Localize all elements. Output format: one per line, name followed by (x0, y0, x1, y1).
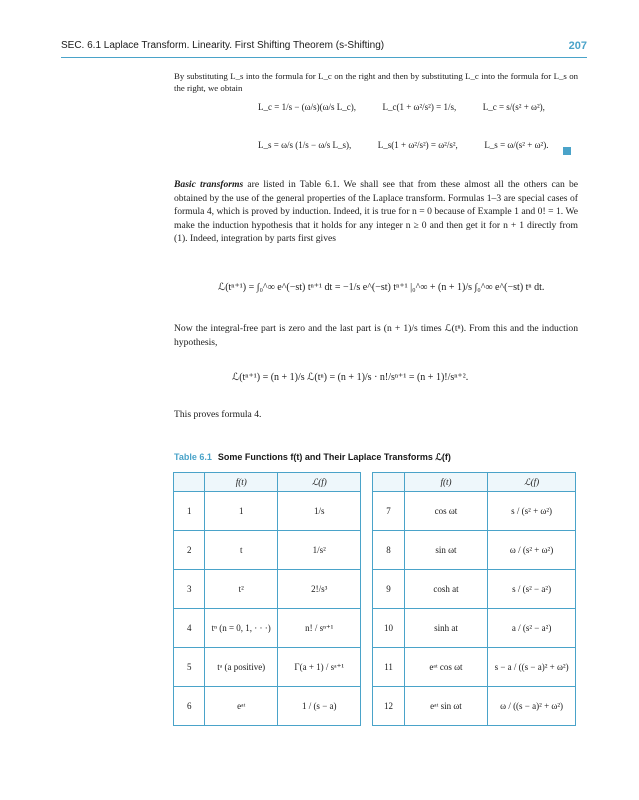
row-l-left: 1/s (278, 492, 361, 531)
row-gap (361, 570, 373, 609)
row-f-left: tᵃ (a positive) (205, 648, 278, 687)
row-gap (361, 492, 373, 531)
eq-lc-3: L_c = s/(s² + ω²), (482, 102, 545, 112)
basic-transforms-lead: Basic transforms (174, 179, 244, 190)
eq-lc-1: L_c = 1/s − (ω/s)(ω/s L_c), (258, 102, 356, 112)
row-l-right: a / (s² − a²) (488, 609, 576, 648)
table-caption (174, 452, 451, 463)
header-f-right: f(t) (404, 473, 487, 492)
row-l-right: s / (s² + ω²) (488, 492, 576, 531)
end-of-example-marker (563, 147, 571, 155)
row-f-right: eᵃᵗ cos ωt (404, 648, 487, 687)
row-l-left: 1 / (s − a) (278, 687, 361, 726)
row-l-right: s − a / ((s − a)² + ω²) (488, 648, 576, 687)
row-l-left: 2!/s³ (278, 570, 361, 609)
row-l-left: 1/s² (278, 531, 361, 570)
row-l-left: n! / sⁿ⁺¹ (278, 609, 361, 648)
table-row (174, 531, 576, 570)
row-num-right: 8 (373, 531, 404, 570)
equation-row-1 (258, 102, 545, 112)
row-gap (361, 531, 373, 570)
section-title: SEC. 6.1 Laplace Transform. Linearity. First Shifting Theorem (s-Shifting) (61, 40, 385, 51)
row-num-left: 5 (174, 648, 205, 687)
eq-ls-3: L_s = ω/(s² + ω²). (484, 140, 549, 150)
header-f-left: f(t) (205, 473, 278, 492)
row-f-left: eᵃᵗ (205, 687, 278, 726)
intro-paragraph: By substituting L_s into the formula for L_c on the right and then by substituting L_c into the formula for L_s on the right, we obtain (174, 71, 578, 93)
row-l-right: ω / ((s − a)² + ω²) (488, 687, 576, 726)
table-row (174, 609, 576, 648)
integral-free-paragraph: Now the integral-free part is zero and the last part is (n + 1)/s times ℒ(tⁿ). From this and the induction hypothesis, (174, 323, 578, 348)
row-num-right: 7 (373, 492, 404, 531)
equation-row-2 (258, 140, 548, 150)
row-l-right: ω / (s² + ω²) (488, 531, 576, 570)
row-num-right: 12 (373, 687, 404, 726)
table-row (174, 492, 576, 531)
eq-ls-2: L_s(1 + ω²/s²) = ω²/s², (377, 140, 458, 150)
header-gap (361, 473, 373, 492)
row-f-right: sin ωt (404, 531, 487, 570)
row-num-right: 10 (373, 609, 404, 648)
proves-line: This proves formula 4. (174, 409, 262, 420)
row-f-right: sinh at (404, 609, 487, 648)
row-f-left: t² (205, 570, 278, 609)
basic-transforms-text: are listed in Table 6.1. We shall see that from these almost all the others can be obtained by the use of the general properties of the Laplace transform. Formulas 1–3 are special cases of formula 4, which is proved by induction. Indeed, it is true for n = 0 because of Example 1 and 0! = 1. We make the induction hypothesis that it holds for any integer n ≥ 0 and then get it for n + 1 directly from (1). Indeed, integration by parts first gives (174, 179, 579, 244)
row-gap (361, 648, 373, 687)
row-f-left: 1 (205, 492, 278, 531)
laplace-table (173, 472, 576, 726)
row-l-left: Γ(a + 1) / sᵃ⁺¹ (278, 648, 361, 687)
row-f-right: cosh at (404, 570, 487, 609)
row-f-left: t (205, 531, 278, 570)
eq-lc-2: L_c(1 + ω²/s²) = 1/s, (382, 102, 457, 112)
row-num-right: 9 (373, 570, 404, 609)
table-title: Some Functions f(t) and Their Laplace Transforms ℒ(f) (217, 452, 451, 462)
table-row (174, 687, 576, 726)
row-num-left: 3 (174, 570, 205, 609)
header-l-left: ℒ(f) (278, 473, 361, 492)
eq-ls-1: L_s = ω/s (1/s − ω/s L_s), (258, 140, 352, 150)
header-l-right: ℒ(f) (488, 473, 576, 492)
header-index-right (373, 473, 404, 492)
table-label: Table 6.1 (174, 452, 212, 462)
row-num-left: 1 (174, 492, 205, 531)
page-number: 207 (568, 40, 587, 52)
row-f-left: tⁿ (n = 0, 1, · · ·) (205, 609, 278, 648)
row-f-right: eᵃᵗ sin ωt (404, 687, 487, 726)
row-gap (361, 609, 373, 648)
row-gap (361, 687, 373, 726)
basic-transforms-paragraph (174, 178, 578, 246)
header-rule (61, 57, 587, 58)
table-row (174, 570, 576, 609)
running-header (61, 40, 587, 54)
row-num-left: 4 (174, 609, 205, 648)
equation-induction: ℒ(tⁿ⁺¹) = (n + 1)/s ℒ(tⁿ) = (n + 1)/s · n!/sⁿ⁺¹ = (n + 1)!/sⁿ⁺². (232, 372, 469, 383)
row-num-right: 11 (373, 648, 404, 687)
row-l-right: s / (s² − a²) (488, 570, 576, 609)
table-header-row (174, 473, 576, 492)
row-f-right: cos ωt (404, 492, 487, 531)
table-row (174, 648, 576, 687)
row-num-left: 2 (174, 531, 205, 570)
equation-integration-by-parts: ℒ(tⁿ⁺¹) = ∫₀^∞ e^(−st) tⁿ⁺¹ dt = −1/s e^(−st) tⁿ⁺¹ |₀^∞ + (n + 1)/s ∫₀^∞ e^(−st) tⁿ dt. (218, 282, 545, 293)
header-index-left (174, 473, 205, 492)
row-num-left: 6 (174, 687, 205, 726)
